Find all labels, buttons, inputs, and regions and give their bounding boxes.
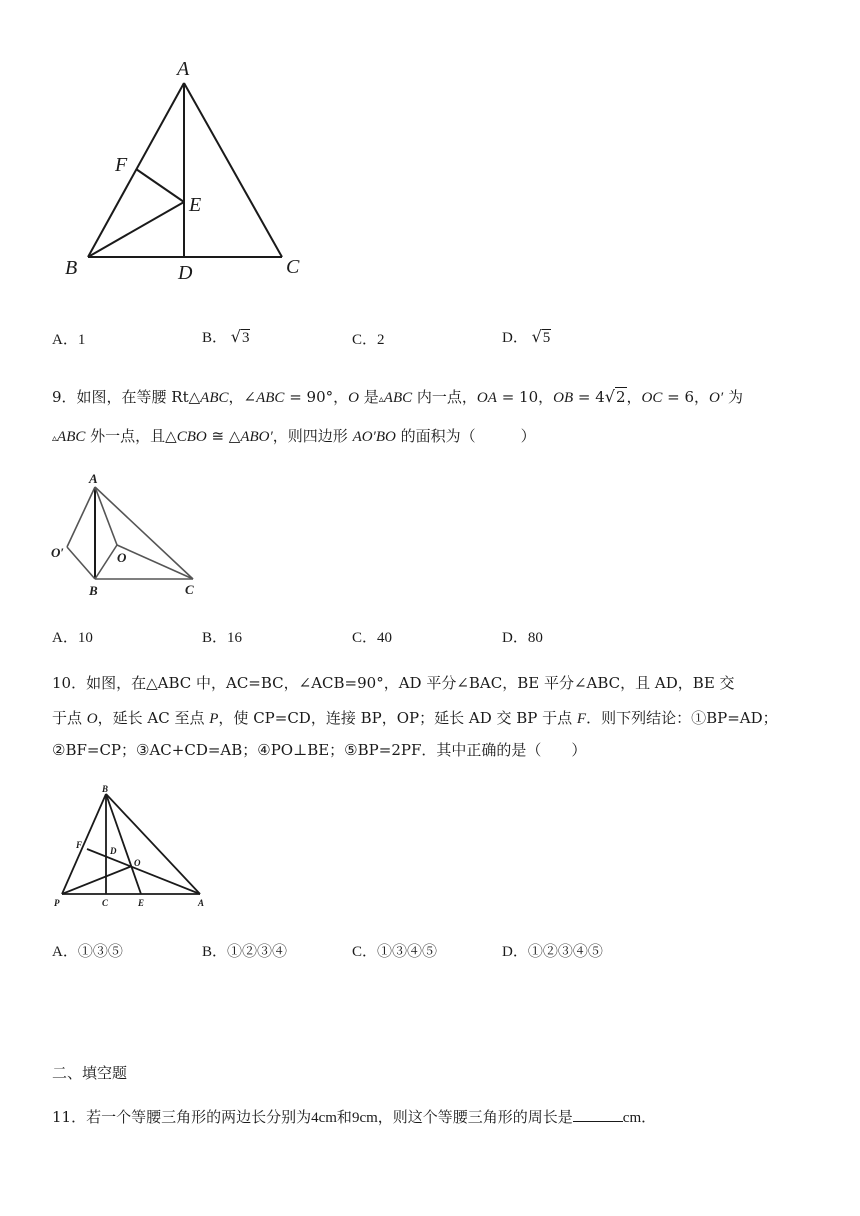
q8-option-a[interactable]: A．1	[52, 332, 86, 348]
q10-option-b[interactable]: B．①②③④	[202, 944, 288, 960]
segment-fe	[136, 169, 184, 202]
sqrt-5: √5	[531, 327, 551, 346]
label-b: B	[89, 583, 98, 598]
label-c: C	[102, 898, 109, 908]
segment-ac	[95, 487, 193, 579]
sqrt-3: √3	[230, 327, 250, 346]
label-f: F	[76, 840, 83, 850]
q10-line-2: 于点 O，延长 AC 至点 P，使 CP=CD，连接 BP，OP；延长 AD 交 BP 于点 F．则下列结论：①BP=AD；	[52, 709, 778, 727]
q10-option-d[interactable]: D．①②③④⑤	[502, 944, 603, 960]
label-c: C	[185, 582, 194, 597]
segment-bo	[95, 545, 117, 579]
figure-q8-triangle	[55, 55, 315, 285]
label-b: B	[102, 784, 109, 794]
label-a: A	[198, 898, 205, 908]
small-triangle-icon: ▵	[52, 433, 58, 444]
q10-line-1: 10．如图，在△ABC 中，AC=BC，∠ACB=90°，AD 平分∠BAC，BE 平分∠ABC，且 AD，BE 交	[52, 674, 735, 692]
q10-option-c[interactable]: C．①③④⑤	[352, 944, 438, 960]
label-d: D	[110, 846, 117, 856]
label-c: C	[286, 256, 300, 278]
label-a: A	[89, 471, 98, 486]
q9-option-a[interactable]: A．10	[52, 630, 93, 646]
label-f: F	[115, 154, 128, 176]
q9-option-d[interactable]: D．80	[502, 630, 543, 646]
section-title-fill-in: 二、填空题	[52, 1064, 128, 1082]
q9-option-b[interactable]: B．16	[202, 630, 243, 646]
segment-o-prime-b	[67, 547, 95, 579]
segment-be	[106, 794, 141, 894]
figure-q9-triangle	[45, 465, 215, 605]
q9-option-c[interactable]: C．40	[352, 630, 393, 646]
answer-blank[interactable]	[573, 1107, 623, 1122]
q10-option-a[interactable]: A．①③⑤	[52, 944, 123, 960]
label-p: P	[54, 898, 60, 908]
segment-ac	[184, 83, 282, 257]
label-e: E	[189, 194, 202, 216]
segment-af	[87, 849, 200, 894]
label-e: E	[138, 898, 145, 908]
q8-option-c[interactable]: C．2	[352, 332, 385, 348]
q11-text: 11．若一个等腰三角形的两边长分别为4cm和9cm，则这个等腰三角形的周长是 cm．	[52, 1108, 657, 1126]
q9-line-1: 9．如图，在等腰 Rt△ABC，∠ABC = 90°，O 是▵ABC 内一点，OA = 10，OB = 4√2，OC = 6，O′ 为	[52, 385, 743, 412]
label-o: O	[117, 550, 127, 565]
segment-ao-prime	[67, 487, 95, 547]
small-triangle-icon: ▵	[378, 394, 384, 405]
segment-ba	[106, 794, 200, 894]
figure-q10-triangle	[50, 782, 215, 910]
segment-co	[117, 545, 193, 579]
sqrt-2: √2	[604, 387, 626, 406]
q8-option-b[interactable]: B． √3	[202, 327, 250, 346]
q8-option-d[interactable]: D． √5	[502, 327, 551, 346]
label-d: D	[178, 262, 193, 284]
q10-line-3: ②BF=CP；③AC+CD=AB；④PO⊥BE；⑤BP=2PF．其中正确的是（ ）	[52, 741, 587, 759]
label-a: A	[177, 58, 190, 80]
label-o-prime: O′	[51, 545, 65, 560]
label-b: B	[65, 257, 78, 279]
q9-line-2: ▵ABC 外一点，且△CBO ≅ △ABO′，则四边形 AO′BO 的面积为（ ）	[52, 427, 536, 445]
segment-ao	[95, 487, 117, 545]
label-o: O	[134, 858, 141, 868]
